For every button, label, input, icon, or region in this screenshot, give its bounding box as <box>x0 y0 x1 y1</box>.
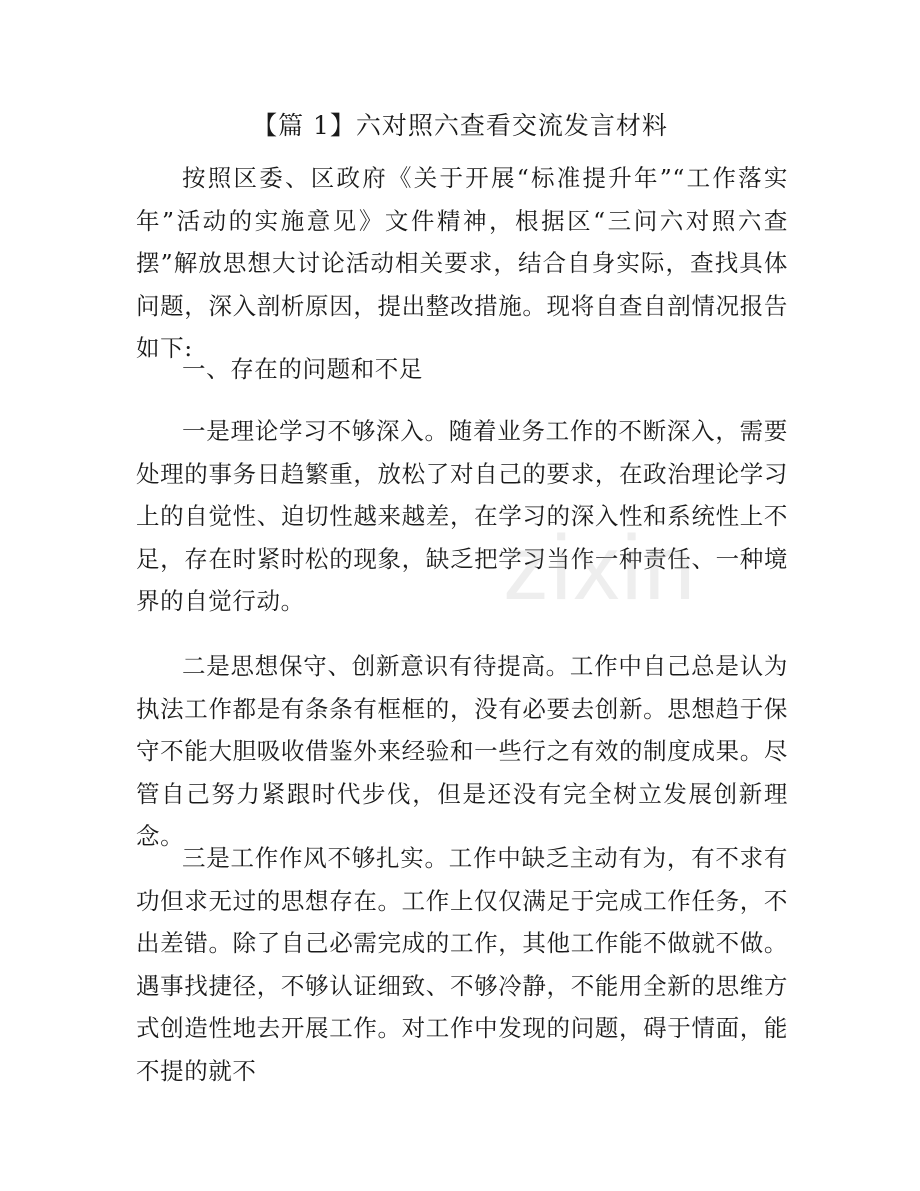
document-title: 【篇 1】六对照六查看交流发言材料 <box>252 111 668 140</box>
issue-paragraph-1: 一是理论学习不够深入。随着业务工作的不断深入，需要处理的事务日趋繁重，放松了对自己的要求，在政治理论学习上的自觉性、迫切性越来越差，在学习的深入性和系统性上不足，存在时紧时松的现象，缺乏把学习当作一种责任、一种境界的自觉行动。 <box>136 417 788 615</box>
issue-paragraph-2: 二是思想保守、创新意识有待提高。工作中自己总是认为执法工作都是有条条有框框的，没有必要去创新。思想趋于保守不能大胆吸收借鉴外来经验和一些行之有效的制度成果。尽管自己努力紧跟时代步伐，但是还没有完全树立发展创新理念。 <box>136 652 788 850</box>
watermark: zixin <box>502 517 698 619</box>
intro-paragraph: 按照区委、区政府《关于开展“标准提升年”“工作落实年”活动的实施意见》文件精神，根据区“三问六对照六查摆”解放思想大讨论活动相关要求，结合自身实际，查找具体问题，深入剖析原因，提出整改措施。现将自查自剖情况报告如下: <box>136 164 788 362</box>
section-heading: 一、存在的问题和不足 <box>182 355 423 383</box>
issue-paragraph-3: 三是工作作风不够扎实。工作中缺乏主动有为，有不求有功但求无过的思想存在。工作上仅仅满足于完成工作任务，不出差错。除了自己必需完成的工作，其他工作能不做就不做。遇事找捷径，不够认证细致、不够冷静，不能用全新的思维方式创造性地去开展工作。对工作中发现的问题，碍于情面，能不提的就不 <box>136 844 788 1085</box>
